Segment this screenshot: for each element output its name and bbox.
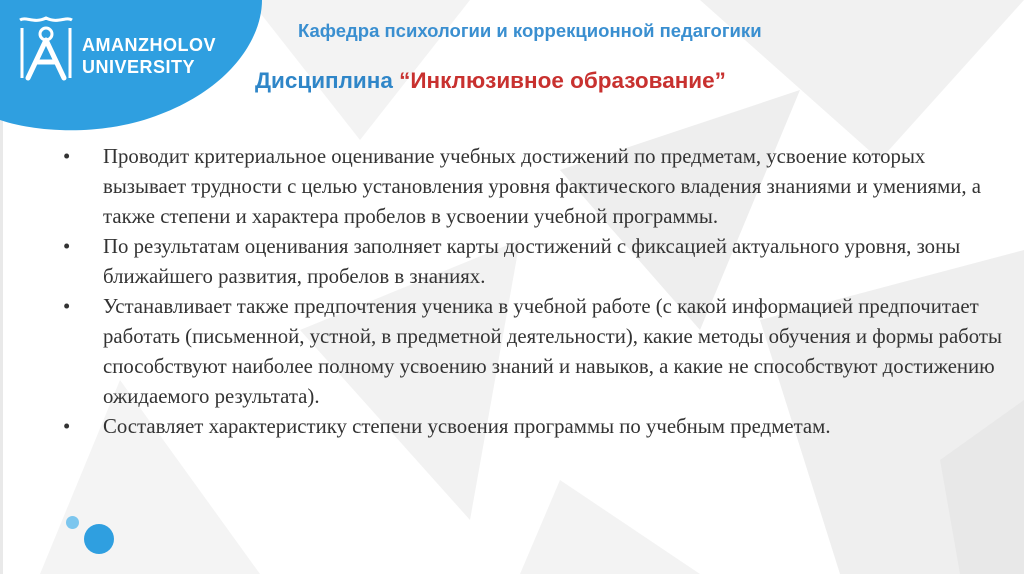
decorative-circle-large xyxy=(84,524,114,554)
logo-line-2: UNIVERSITY xyxy=(82,57,196,77)
list-item-text: По результатам оценивания заполняет карты достижений с фиксацией актуального уровня, зоны ближайшего развития, пробелов в знаниях. xyxy=(103,235,961,288)
university-emblem-icon xyxy=(16,14,76,82)
list-item-text: Устанавливает также предпочтения ученика в учебной работе (с какой информацией предпочитает работать (письменной, устной, в предметной деятельности), какие методы обучения и формы работы способствуют наиболее полному усвоению знаний и навыков, а какие не способствуют достижению ожидаемого результата). xyxy=(103,295,1002,408)
bullet-marker: • xyxy=(63,145,71,168)
discipline-label: Дисциплина xyxy=(255,68,400,93)
list-item-text: Составляет характеристику степени усвоения программы по учебным предметам. xyxy=(103,415,831,438)
logo-line-1: AMANZHOLOV xyxy=(82,35,216,55)
discipline-name: “Инклюзивное образование” xyxy=(399,68,726,93)
list-item xyxy=(63,142,1013,232)
decorative-circle-small xyxy=(66,516,79,529)
list-item-text: Проводит критериальное оценивание учебных достижений по предметам, усвоение которых вызывает трудности с целью установления уровня фактического владения знаниями и умениями, а также степени и характера пробелов в усвоении учебной программы. xyxy=(103,145,982,228)
bullet-marker: • xyxy=(63,415,71,438)
discipline-title xyxy=(255,68,726,94)
list-item xyxy=(63,412,1013,442)
logo-wordmark xyxy=(82,34,216,78)
list-item xyxy=(63,292,1013,412)
department-title: Кафедра психологии и коррекционной педагогики xyxy=(298,20,762,41)
bullet-marker: • xyxy=(63,235,71,258)
bullet-marker: • xyxy=(63,295,71,318)
bullet-list xyxy=(63,142,1013,442)
list-item xyxy=(63,232,1013,292)
